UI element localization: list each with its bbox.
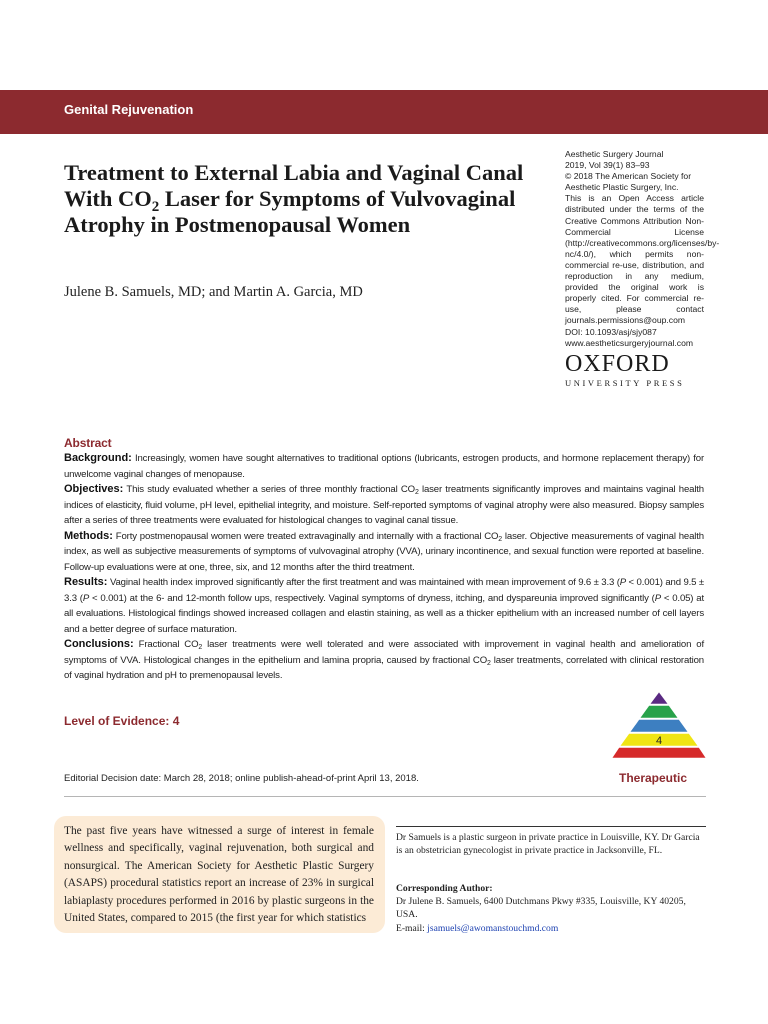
conclusions-text-b: laser treatments were well tolerated and were associated with improvement in vaginal health and amelioration of symptoms of VVA. Histological changes in the epithelium and lamina propria, caused by fractional CO xyxy=(64,639,704,666)
conclusions-label: Conclusions: xyxy=(64,638,134,650)
affiliation-rule xyxy=(396,826,706,827)
author-affiliations: Dr Samuels is a plastic surgeon in private practice in Louisville, KY. Dr Garcia is an obstetrician gynecologist in private practice in Jacksonville, FL. xyxy=(396,832,700,857)
abstract xyxy=(64,436,704,684)
conclusions-text-a: Fractional CO xyxy=(133,639,199,650)
abstract-conclusions xyxy=(64,637,704,684)
abstract-results xyxy=(64,575,704,637)
publisher-name: OXFORD xyxy=(565,351,670,377)
pyramid-tier-3 xyxy=(630,720,688,733)
section-banner xyxy=(0,90,768,134)
body-text: The past five years have witnessed a surge of interest in female wellness and specifically, vaginal rejuvenation, both surgical and nonsurgical. The American Society for Aesthetic Plastic Surgery (ASAPS) procedural statistics report an increase of 23% in surgical labiaplasty procedures performed in 2016 by plastic surgeons in the United States, compared to 2015 (the first year for which statistics xyxy=(64,825,374,925)
results-text-c: < 0.001) at the 6- and 12-month follow ups, respectively. Vaginal symptoms of dryness, itching, and dyspareunia improved significantly ( xyxy=(89,592,655,604)
evidence-category: Therapeutic xyxy=(619,771,688,785)
article-title xyxy=(64,160,554,238)
level-of-evidence: Level of Evidence: 4 xyxy=(64,714,180,728)
license-text: This is an Open Access article distributed under the terms of the Creative Commons Attribution Non-Commercial License (http://creativecommons.org/licenses/by-nc/4.0/), which permits non-commercial re-use, distribution, and reproduction in any medium, provided the original work is properly cited. For commercial re-use, please contact journals.permissions@oup.com xyxy=(565,193,720,326)
publisher-subtitle: UNIVERSITY PRESS xyxy=(565,378,685,388)
journal-name: Aesthetic Surgery Journal xyxy=(565,149,664,159)
abstract-methods xyxy=(64,529,704,576)
results-text-a: Vaginal health index improved significantly after the first treatment and was maintained with mean improvement of 9.6 ± 3.3 ( xyxy=(107,577,620,588)
p-value-symbol: P xyxy=(82,592,90,604)
pyramid-tier-2 xyxy=(640,706,678,719)
editorial-note: Editorial Decision date: March 28, 2018; online publish-ahead-of-print April 13, 2018. xyxy=(64,773,419,784)
title-part-2: Laser for Symptoms of Vulvovaginal Atrophy in Postmenopausal Women xyxy=(64,186,516,237)
abstract-heading: Abstract xyxy=(64,436,112,450)
copyright-line-1: © 2018 The American Society for xyxy=(565,171,692,182)
evidence-pyramid-icon xyxy=(612,690,706,768)
corresponding-author xyxy=(396,882,706,935)
journal-website[interactable]: www.aestheticsurgeryjournal.com xyxy=(565,337,694,348)
results-text-b: < 0.001) and 9.5 ± 3.3 ( xyxy=(64,577,704,604)
objectives-subscript: 2 xyxy=(414,489,419,496)
conclusions-subscript: 2 xyxy=(487,659,491,667)
section-divider xyxy=(64,796,706,797)
corresponding-author-label: Corresponding Author: xyxy=(396,883,493,894)
publisher-logo xyxy=(565,352,705,388)
methods-text-a: Forty postmenopausal women were treated extravaginally and internally with a fractional CO xyxy=(112,530,499,542)
corresponding-author-address: Dr Julene B. Samuels, 6400 Dutchmans Pkwy #335, Louisville, KY 40205, USA. xyxy=(396,896,686,921)
section-label: Genital Rejuvenation xyxy=(64,102,194,117)
author-list: Julene B. Samuels, MD; and Martin A. Garcia, MD xyxy=(64,284,363,300)
objectives-text-b: laser treatments significantly improves and maintains vaginal health indices of elasticity, fluid volume, pH level, epithelial integrity, and moisture. Self-reported symptoms of vaginal atrophy were also measured. Biopsy samples after a series of three treatments were evaluated for histological changes to vaginal canal tissue. xyxy=(64,484,704,526)
p-value-symbol: P xyxy=(619,577,626,588)
pyramid-level-number: 4 xyxy=(655,735,663,747)
background-text: Increasingly, women have sought alternatives to traditional options (lubricants, estrogen products, and hormone replacement therapy) for unwelcome vaginal changes of menopause. xyxy=(64,453,704,480)
background-label: Background: xyxy=(64,452,132,464)
pyramid-tier-5 xyxy=(612,748,706,759)
results-label: Results: xyxy=(64,576,108,588)
email-link[interactable]: jsamuels@awomanstouchmd.com xyxy=(427,922,559,934)
copyright-line-2: Aesthetic Plastic Surgery, Inc. xyxy=(565,182,679,193)
methods-label: Methods: xyxy=(64,529,113,542)
abstract-objectives xyxy=(64,482,704,529)
results-text-d: < 0.05) at all evaluations. Histological findings showed increased collagen and elastin staining, as well as a thicker epithelium with an increased number of cell layers and a better degree of surface maturation. xyxy=(64,592,704,635)
title-part-1: Treatment to External Labia and Vaginal Canal With CO xyxy=(64,160,524,211)
abstract-background xyxy=(64,451,704,482)
pyramid-tier-1 xyxy=(650,692,668,704)
doi[interactable]: DOI: 10.1093/asj/sjy087 xyxy=(565,326,657,337)
conclusions-subscript: 2 xyxy=(198,644,203,651)
methods-subscript: 2 xyxy=(498,535,503,543)
objectives-label: Objectives: xyxy=(64,483,124,495)
objectives-text-a: This study evaluated whether a series of three monthly fractional CO xyxy=(123,484,415,495)
corresponding-author-email xyxy=(396,922,706,935)
email-label: E-mail: xyxy=(396,922,428,934)
p-value-symbol: P xyxy=(654,592,661,604)
title-subscript: 2 xyxy=(151,199,160,215)
journal-info xyxy=(565,149,720,349)
methods-text-b: laser. Objective measurements of vaginal health index, as well as subjective measurements of symptoms of vulvovaginal atrophy (VVA), urinary incontinence, and sexual function were reported at baseline. Follow-up evaluations were at one, three, six, and 12 months after the third treatment. xyxy=(64,530,704,573)
journal-citation: 2019, Vol 39(1) 83–93 xyxy=(565,160,650,171)
conclusions-text-c: laser treatments, correlated with clinical restoration of vaginal hydration and pH to premenopausal levels. xyxy=(64,654,704,681)
